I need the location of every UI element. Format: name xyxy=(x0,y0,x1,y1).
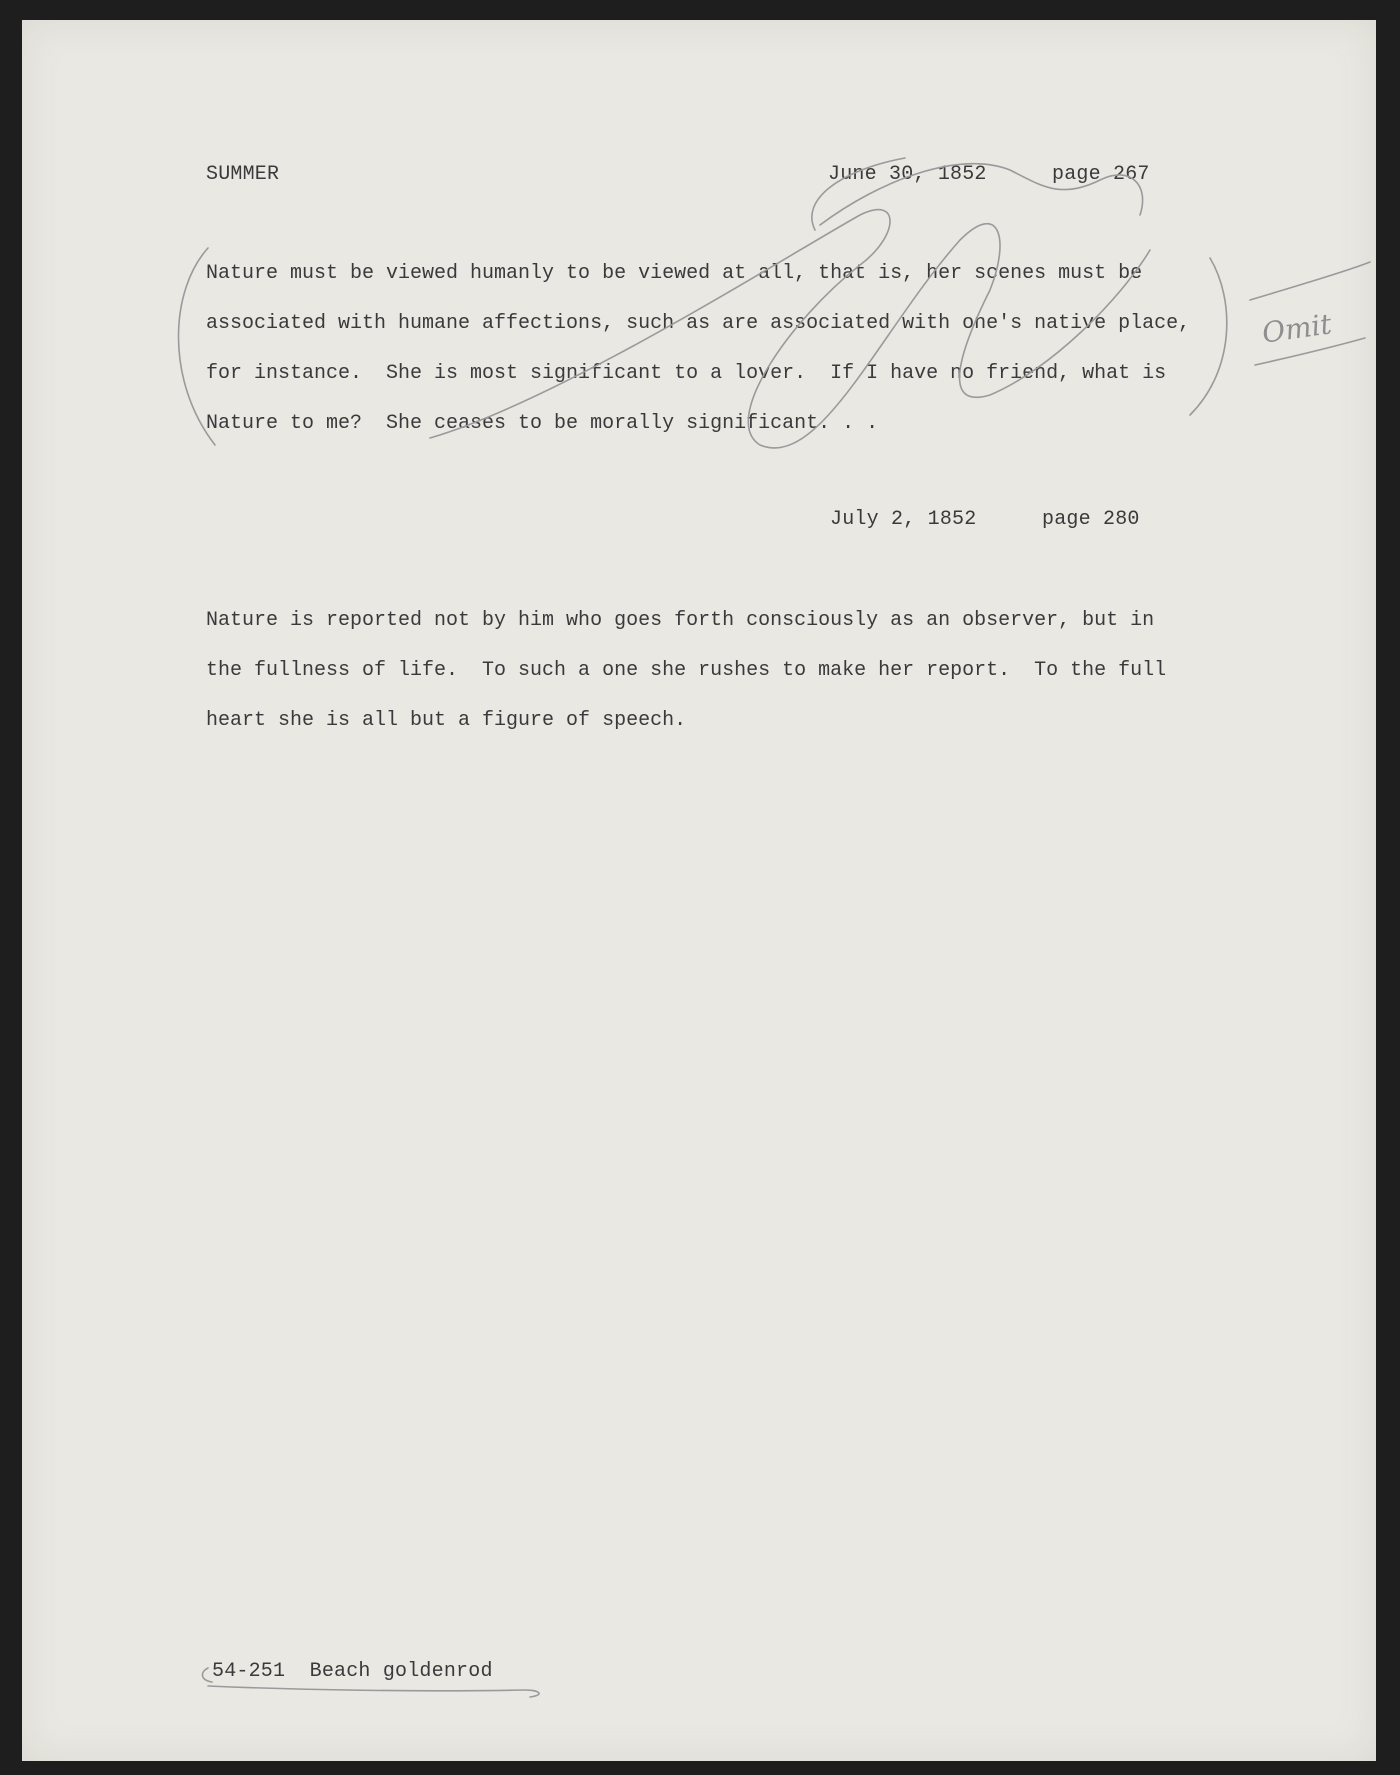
footer-caption: 54-251 Beach goldenrod xyxy=(212,1660,493,1683)
entry2-page: page 280 xyxy=(1042,508,1140,531)
entry1-page: page 267 xyxy=(1052,163,1150,186)
entry1-line: associated with humane affections, such as are associated with one's native place, xyxy=(206,312,1191,335)
margin-annotation: Omit xyxy=(1260,307,1334,350)
entry2-date: July 2, 1852 xyxy=(830,508,977,531)
entry1-date: June 30, 1852 xyxy=(828,163,987,186)
entry1-line: Nature must be viewed humanly to be viewed at all, that is, her scenes must be xyxy=(206,262,1143,285)
entry2-line: Nature is reported not by him who goes forth consciously as an observer, but in xyxy=(206,609,1155,632)
section-title: SUMMER xyxy=(206,163,280,186)
entry1-line: for instance. She is most significant to a lover. If I have no friend, what is xyxy=(206,362,1167,385)
entry2-line: heart she is all but a figure of speech. xyxy=(206,709,687,732)
entry1-line: Nature to me? She ceases to be morally significant. . . xyxy=(206,412,879,435)
entry2-line: the fullness of life. To such a one she rushes to make her report. To the full xyxy=(206,659,1167,682)
